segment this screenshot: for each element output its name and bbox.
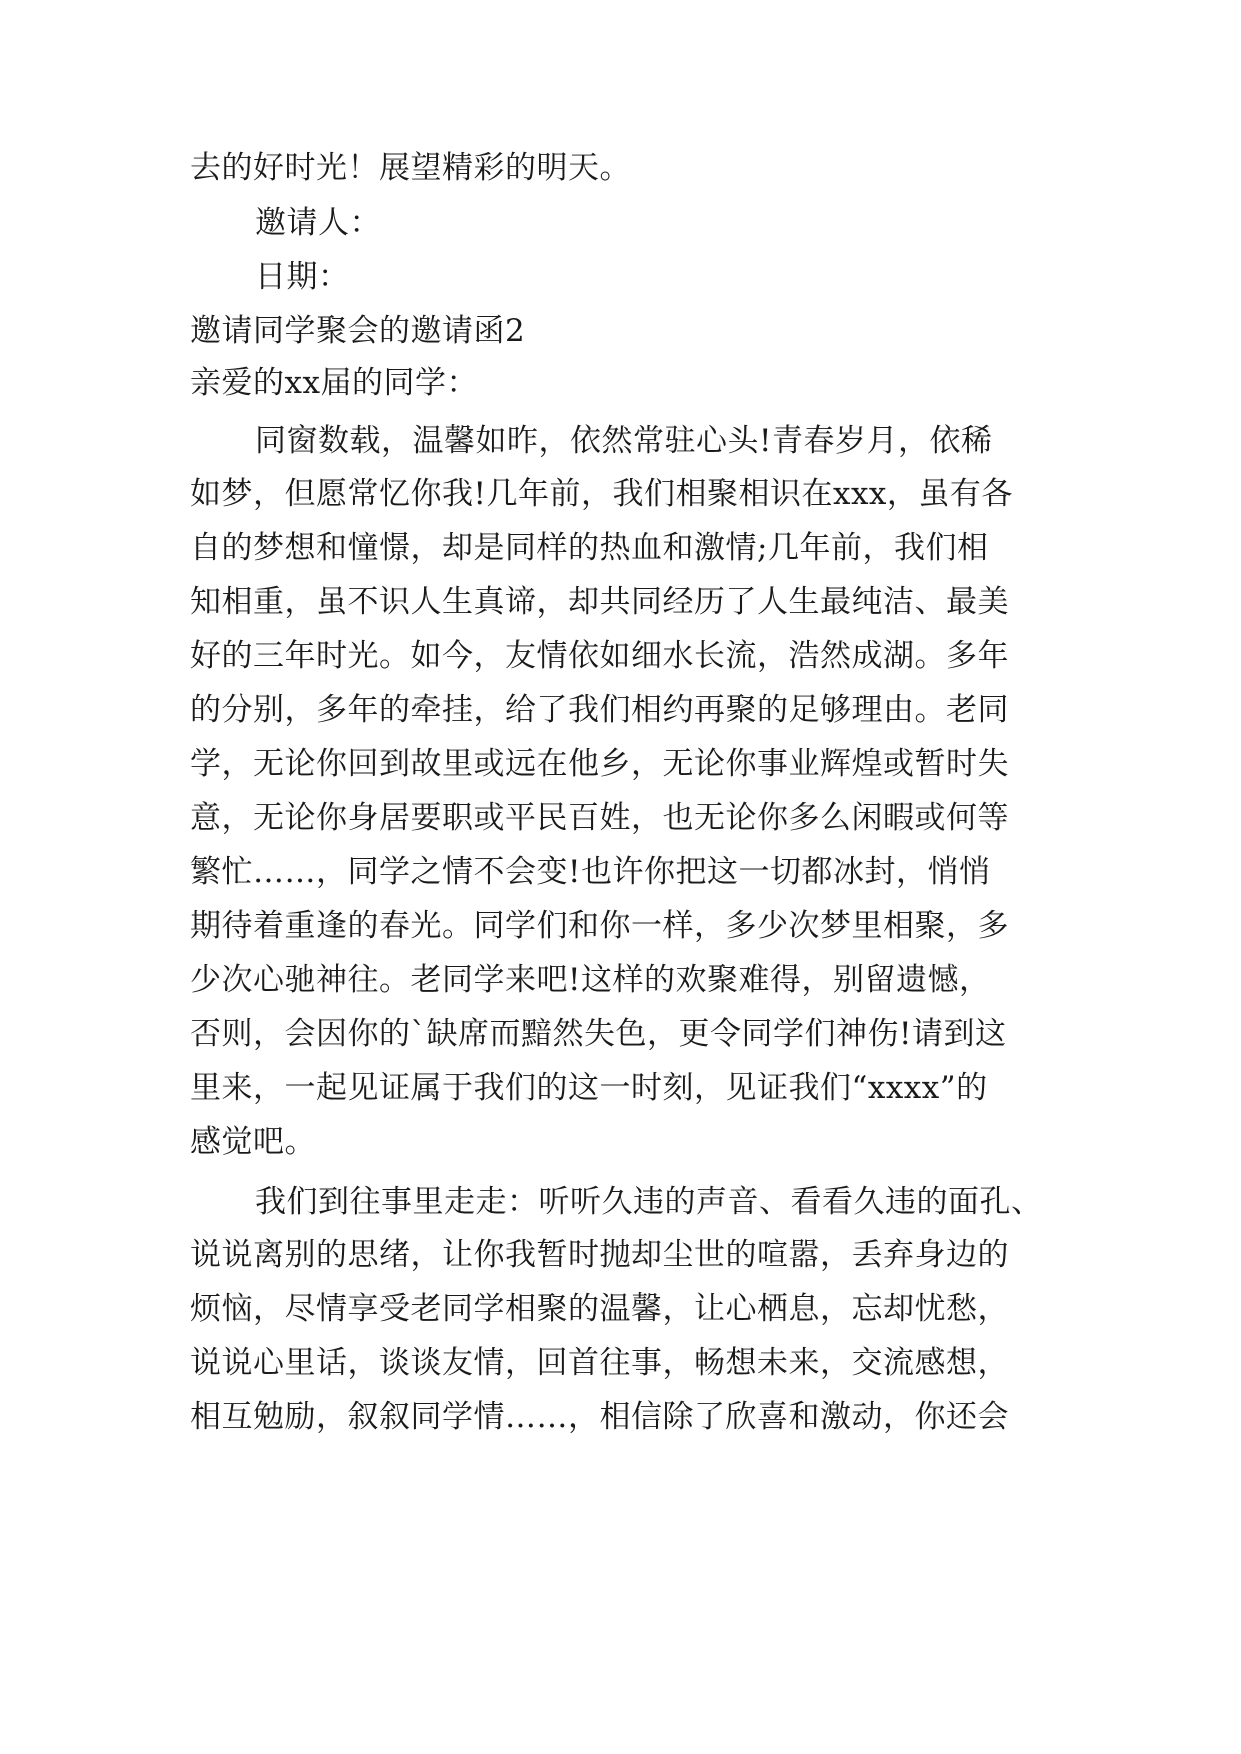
salutation: 亲爱的xx届的同学： bbox=[190, 365, 478, 401]
paragraph-line: 如梦，但愿常忆你我!几年前，我们相聚相识在xxx，虽有各 bbox=[190, 476, 1013, 512]
paragraph-line: 同窗数载，温馨如昨，依然常驻心头!青春岁月，依稀 bbox=[255, 423, 993, 459]
paragraph-line: 的分别，多年的牵挂，给了我们相约再聚的足够理由。老同 bbox=[190, 692, 1009, 728]
paragraph-line: 否则，会因你的`缺席而黯然失色，更令同学们神伤!请到这 bbox=[190, 1016, 1007, 1052]
date-label: 日期： bbox=[255, 259, 350, 295]
paragraph-line: 感觉吧。 bbox=[190, 1124, 316, 1160]
paragraph-line: 少次心驰神往。老同学来吧!这样的欢聚难得，别留遗憾， bbox=[190, 962, 991, 998]
paragraph-line: 自的梦想和憧憬，却是同样的热血和激情;几年前，我们相 bbox=[190, 530, 989, 566]
closing-line: 去的好时光！展望精彩的明天。 bbox=[190, 150, 631, 186]
inviter-label: 邀请人： bbox=[255, 205, 381, 241]
paragraph-line: 知相重，虽不识人生真谛，却共同经历了人生最纯洁、最美 bbox=[190, 584, 1009, 620]
paragraph-line: 说说离别的思绪，让你我暂时抛却尘世的喧嚣，丢弃身边的 bbox=[190, 1237, 1009, 1273]
letter-title: 邀请同学聚会的邀请函2 bbox=[190, 313, 526, 349]
paragraph-line: 烦恼，尽情享受老同学相聚的温馨，让心栖息，忘却忧愁， bbox=[190, 1291, 1009, 1327]
paragraph-line: 期待着重逢的春光。同学们和你一样，多少次梦里相聚，多 bbox=[190, 908, 1009, 944]
paragraph-line: 说说心里话，谈谈友情，回首往事，畅想未来，交流感想， bbox=[190, 1345, 1009, 1381]
paragraph-line: 学，无论你回到故里或远在他乡，无论你事业辉煌或暂时失 bbox=[190, 746, 1009, 782]
paragraph-line: 我们到往事里走走：听听久违的声音、看看久违的面孔、 bbox=[255, 1184, 1043, 1220]
paragraph-line: 繁忙……，同学之情不会变!也许你把这一切都冰封，悄悄 bbox=[190, 854, 991, 890]
paragraph-line: 相互勉励，叙叙同学情……，相信除了欣喜和激动，你还会 bbox=[190, 1399, 1009, 1435]
paragraph-line: 好的三年时光。如今，友情依如细水长流，浩然成湖。多年 bbox=[190, 638, 1009, 674]
paragraph-line: 里来，一起见证属于我们的这一时刻，见证我们“xxxx”的 bbox=[190, 1070, 988, 1106]
paragraph-line: 意，无论你身居要职或平民百姓，也无论你多么闲暇或何等 bbox=[190, 800, 1009, 836]
